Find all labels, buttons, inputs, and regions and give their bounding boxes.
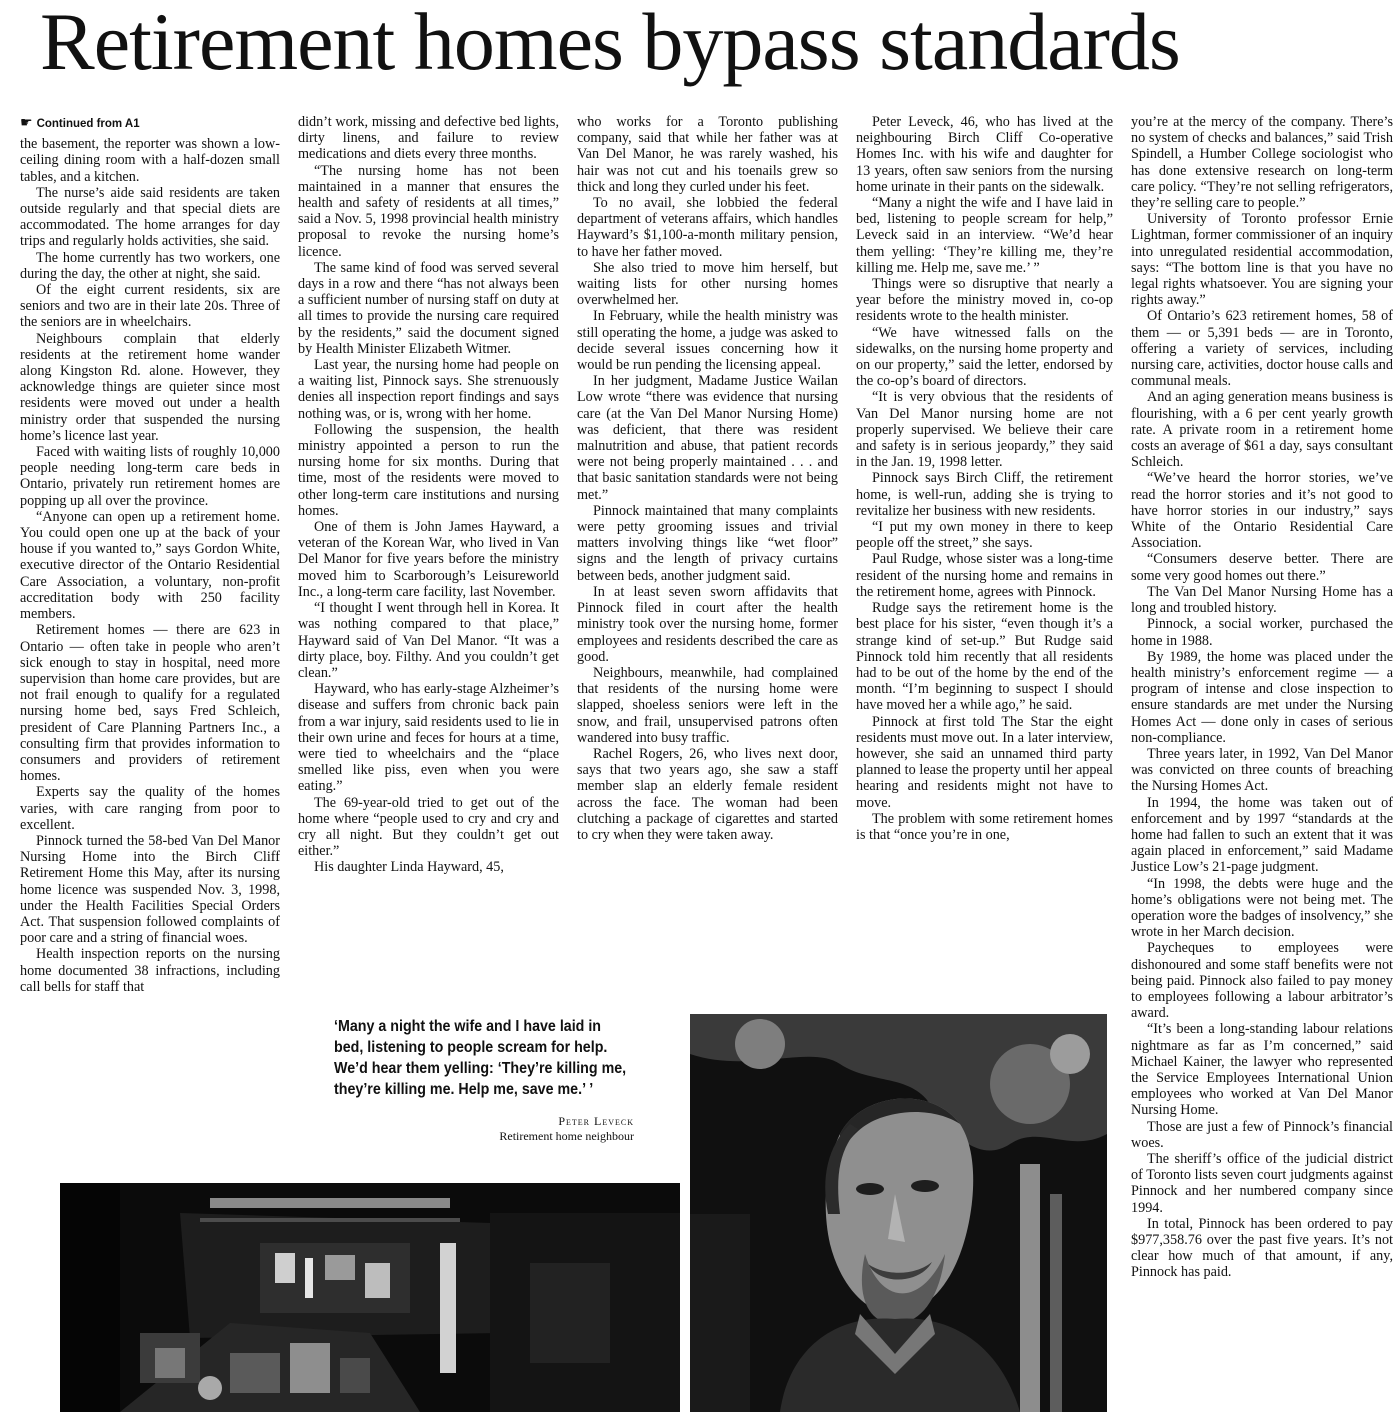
article-paragraph: Experts say the quality of the homes varies, with care ranging from poor to excellent.	[20, 784, 280, 833]
article-paragraph: The 69-year-old tried to get out of the home where “people used to cry and cry and cry all night. But they couldn’t get out either.”	[298, 794, 559, 860]
pull-quote	[334, 1016, 634, 1144]
article-paragraph: “I thought I went through hell in Korea. It was nothing compared to that place,” Hayward said of Van Del Manor. “It was a dirty place, boy. Filthy. And you couldn’t get clean.”	[298, 600, 559, 681]
article-paragraph: His daughter Linda Hayward, 45,	[314, 859, 504, 876]
article-paragraph: “We have witnessed falls on the sidewalks, on the nursing home property and on our property,” said the letter, endorsed by the co-op’s board of directors.	[856, 324, 1113, 390]
article-paragraph: Paul Rudge, whose sister was a long-time resident of the nursing home and remains in the retirement home, agrees with Pinnock.	[856, 551, 1113, 600]
article-paragraph: Pinnock at first told The Star the eight residents must move out. In a later interview, however, she said an unnamed third party planned to lease the property until her appeal hearing and residents might not have to move.	[856, 713, 1113, 811]
article-paragraph: The sheriff’s office of the judicial district of Toronto lists seven court judgments against Pinnock and her numbered company since 1994.	[1131, 1151, 1393, 1216]
article-paragraph: The nurse’s aide said residents are taken outside regularly and that special diets are accommodated. The home arranges for day trips and regularly holds activities, she said.	[20, 184, 280, 250]
article-paragraph: To no avail, she lobbied the federal department of veterans affairs, which handles Hayward’s $1,100-a-month military pension, to have her father moved.	[577, 195, 838, 260]
article-paragraph: Neighbours, meanwhile, had complained that residents of the nursing home were slapped, shoeless seniors were left in the snow, and frail, unsupervised patrons often wandered into busy traffic.	[577, 664, 838, 746]
pull-quote-text: ‘Many a night the wife and I have laid in bed, listening to people scream for help. We’d hear them yelling: ‘They’re killing me, they’re killing me. Help me, save me.’ ’	[334, 1018, 627, 1098]
article-paragraph: who works for a Toronto publishing company, said that while her father was at Van Del Manor, he was rarely washed, his hair was not cut and his toenails grew so thick and long they curled under his feet.	[577, 114, 838, 195]
pointing-hand-icon: ☛	[20, 114, 33, 130]
article-paragraph: you’re at the mercy of the company. There’s no system of checks and balances,” said Trish Spindell, a Humber College sociologist who has done extensive research on long-term care policy. “They’re not selling refrigerators, they’re selling care to people.”	[1131, 114, 1393, 212]
article-paragraph: “We’ve heard the horror stories, we’ve read the horror stories and it’s not good to have horror stories in our industry,” says White of the Ontario Residential Care Association.	[1131, 470, 1393, 552]
article-paragraph: University of Toronto professor Ernie Lightman, former commissioner of an inquiry into unregulated residential accommodation, says: “The bottom line is that you have no legal rights whatsoever. You are signing your rights away.”	[1131, 211, 1393, 309]
article-paragraph: The problem with some retirement homes is that “once you’re in one,	[856, 810, 1113, 843]
interior-photo	[60, 1183, 680, 1412]
article-paragraph: The same kind of food was served several days in a row and there “has not always been a sufficient number of nursing staff on duty at all times to provide the nursing care required by the residents,” said the document signed by Health Minister Elizabeth Witmer.	[298, 259, 559, 357]
article-paragraph: By 1989, the home was placed under the health ministry’s enforcement regime — a program of intense and close inspection to ensure standards are met under the Nursing Homes Act — done only in cases of serious non-compliance.	[1131, 648, 1393, 746]
continued-text: Continued from A1	[36, 118, 140, 130]
article-paragraph: Of the eight current residents, six are seniors and two are in their late 20s. Three of the seniors are in wheelchairs.	[20, 282, 280, 331]
portrait-photo	[690, 1014, 1107, 1412]
article-paragraph: “The nursing home has not been maintained in a manner that ensures the health and safety of residents at all times,” said a Nov. 5, 1998 provincial health ministry proposal to revoke the nursing home’s licence.	[298, 162, 559, 260]
attribution-name: Peter Leveck	[558, 1114, 634, 1128]
article-paragraph: One of them is John James Hayward, a veteran of the Korean War, who lived in Van Del Manor for five years before the ministry moved him to Scarborough’s Leisureworld Inc., a long-term care facility, last November.	[298, 519, 559, 600]
article-paragraph: Neighbours complain that elderly residents at the retirement home wander along Kingston Rd. alone. However, they acknowledge things are quieter since most residents were moved out under a health ministry order that suspended the nursing home’s licence last year.	[20, 330, 280, 444]
article-paragraph: She also tried to move him herself, but waiting lists for other nursing homes overwhelmed her.	[577, 259, 838, 309]
article-paragraph: the basement, the reporter was shown a low-ceiling dining room with a half-dozen small tables, and a kitchen.	[20, 136, 280, 185]
article-paragraph: Peter Leveck, 46, who has lived at the neighbouring Birch Cliff Co-operative Homes Inc. with his wife and daughter for 13 years, often saw seniors from the nursing home urinate in their pants on the sidewalk.	[856, 114, 1113, 195]
pull-quote-attribution	[334, 1114, 634, 1144]
article-paragraph: “Many a night the wife and I have laid in bed, listening to people scream for help,” Leveck said in an interview. “We’d hear them yelling: ‘They’re killing me, they’re killing me. Help me, save me.’ ”	[856, 195, 1113, 276]
article-column-2	[298, 114, 559, 1019]
article-paragraph: Pinnock maintained that many complaints were petty grooming issues and trivial matters involving things like “wet floor” signs and the length of privacy curtains between beds, another judgment said.	[577, 502, 838, 584]
article-paragraph: Hayward, who has early-stage Alzheimer’s disease and suffers from chronic back pain from a war injury, said residents used to lie in their own urine and feces for hours at a time, were tied to wheelchairs and the “place smelled like piss, even when you were eating.”	[298, 681, 559, 795]
article-paragraph: The home currently has two workers, one during the day, the other at night, she said.	[20, 249, 280, 282]
article-paragraph: And an aging generation means business is flourishing, with a 6 per cent yearly growth rate. A private room in a retirement home costs an average of $61 a day, says consultant Schleich.	[1131, 389, 1393, 471]
article-paragraph: Paycheques to employees were dishonoured and some staff benefits were not being paid. Pinnock also failed to pay money to employees following a labour arbitrator’s award.	[1131, 940, 1393, 1022]
article-paragraph: In her judgment, Madame Justice Wailan Low wrote “there was evidence that nursing care (at the Van Del Manor Nursing Home) was deficient, that there was resident malnutrition and abuse, that patient records were not being properly maintained . . . and that basic sanitation standards were not being met.”	[577, 373, 838, 503]
article-paragraph: In 1994, the home was taken out of enforcement and by 1997 “standards at the home had fallen to such an extent that it was again placed in enforcement,” said Madame Justice Low’s 21-page judgment.	[1131, 794, 1393, 876]
article-paragraph: “In 1998, the debts were huge and the home’s obligations were not being met. The operation wore the badges of insolvency,” she wrote in her March decision.	[1131, 875, 1393, 941]
continued-from-label	[20, 114, 280, 132]
article-paragraph: Retirement homes — there are 623 in Ontario — often take in people who aren’t sick enough to stay in hospital, need more supervision than home care provides, but are not frail enough to qualify for a regulated nursing home bed, says Fred Schleich, president of Care Planning Partners Inc., a consulting firm that provides information to consumers and providers of retirement homes.	[20, 622, 280, 785]
article-paragraph: Three years later, in 1992, Van Del Manor was convicted on three counts of breaching the Nursing Homes Act.	[1131, 745, 1393, 795]
article-paragraph: Last year, the nursing home had people on a waiting list, Pinnock says. She strenuously denies all inspection report findings and says nothing was, or is, wrong with her home.	[298, 357, 559, 422]
article-paragraph: “It’s been a long-standing labour relations nightmare as far as I’m concerned,” said Michael Kainer, the lawyer who represented the Service Employees International Union employees who worked at Van Del Manor Nursing Home.	[1131, 1021, 1393, 1119]
article-paragraph: In total, Pinnock has been ordered to pay $977,358.76 over the past five years. It’s not clear how much of that amount, if any, Pinnock has paid.	[1131, 1215, 1393, 1281]
article-paragraph: Rudge says the retirement home is the best place for his sister, “even though it’s a strange kind of set-up.” But Rudge said Pinnock told him recently that all residents had to be out of the home by the end of the month. “I’m beginning to suspect I should have moved her a while ago,” he said.	[856, 600, 1113, 714]
article-paragraph: Following the suspension, the health ministry appointed a person to run the nursing home for six months. During that time, most of the residents were moved to other long-term care institutions and nursing homes.	[298, 421, 559, 519]
article-paragraph: “It is very obvious that the residents of Van Del Manor nursing home are not properly supervised. We believe their care and safety is in serious jeopardy,” they said in the Jan. 19, 1998 letter.	[856, 389, 1113, 471]
article-paragraph: Pinnock turned the 58-bed Van Del Manor Nursing Home into the Birch Cliff Retirement Home this May, after its nursing home licence was suspended Nov. 3, 1998, under the Health Facilities Special Orders Act. That suspension followed complaints of poor care and a string of financial woes.	[20, 832, 280, 947]
article-paragraph: Faced with waiting lists of roughly 10,000 people needing long-term care beds in Ontario, privately run retirement homes are popping up all over the province.	[20, 444, 280, 509]
article-column-1	[20, 114, 280, 1154]
article-column-3	[577, 114, 838, 974]
article-paragraph: Pinnock says Birch Cliff, the retirement home, is well-run, adding she is trying to revitalize her business with new residents.	[856, 470, 1113, 519]
article-paragraph: “Consumers deserve better. There are some very good homes out there.”	[1131, 551, 1393, 584]
article-paragraph: Health inspection reports on the nursing home documented 38 infractions, including call bells for staff that	[20, 946, 280, 995]
article-paragraph: Of Ontario’s 623 retirement homes, 58 of them — or 5,391 beds — are in Toronto, offering a variety of services, including nursing care, activities, doctor house calls and communal meals.	[1131, 308, 1393, 390]
article-paragraph: Pinnock, a social worker, purchased the home in 1988.	[1131, 616, 1393, 649]
article-column-4	[856, 114, 1113, 979]
article-paragraph: The Van Del Manor Nursing Home has a long and troubled history.	[1131, 583, 1393, 617]
article-paragraph: In February, while the health ministry was still operating the home, a judge was asked to decide several issues concerning how it would be run pending the licensing appeal.	[577, 308, 838, 374]
article-paragraph: didn’t work, missing and defective bed lights, dirty linens, and failure to review medications and diets every three months.	[298, 114, 559, 163]
article-paragraph: “I put my own money in there to keep people off the street,” she says.	[856, 519, 1113, 552]
article-paragraph: Rachel Rogers, 26, who lives next door, says that two years ago, she saw a staff member slap an elderly female resident across the face. The woman had been clutching a package of cigarettes and started to cry when they were taken away.	[577, 745, 838, 843]
article-paragraph: “Anyone can open up a retirement home. You could open one up at the back of your house if you wanted to,” says Gordon White, executive director of the Ontario Residential Care Association, a voluntary, non-profit accreditation body with 250 facility members.	[20, 508, 280, 623]
headline: Retirement homes bypass standards	[40, 0, 1180, 87]
article-column-5	[1131, 114, 1393, 1410]
attribution-role: Retirement home neighbour	[499, 1129, 634, 1143]
article-paragraph: In at least seven sworn affidavits that Pinnock filed in court after the health ministry took over the nursing home, former employees and residents described the care as good.	[577, 583, 838, 665]
article-paragraph: Things were so disruptive that nearly a year before the ministry moved in, co-op residents wrote to the health minister.	[856, 276, 1113, 325]
article-paragraph: Those are just a few of Pinnock’s financial woes.	[1131, 1118, 1393, 1151]
